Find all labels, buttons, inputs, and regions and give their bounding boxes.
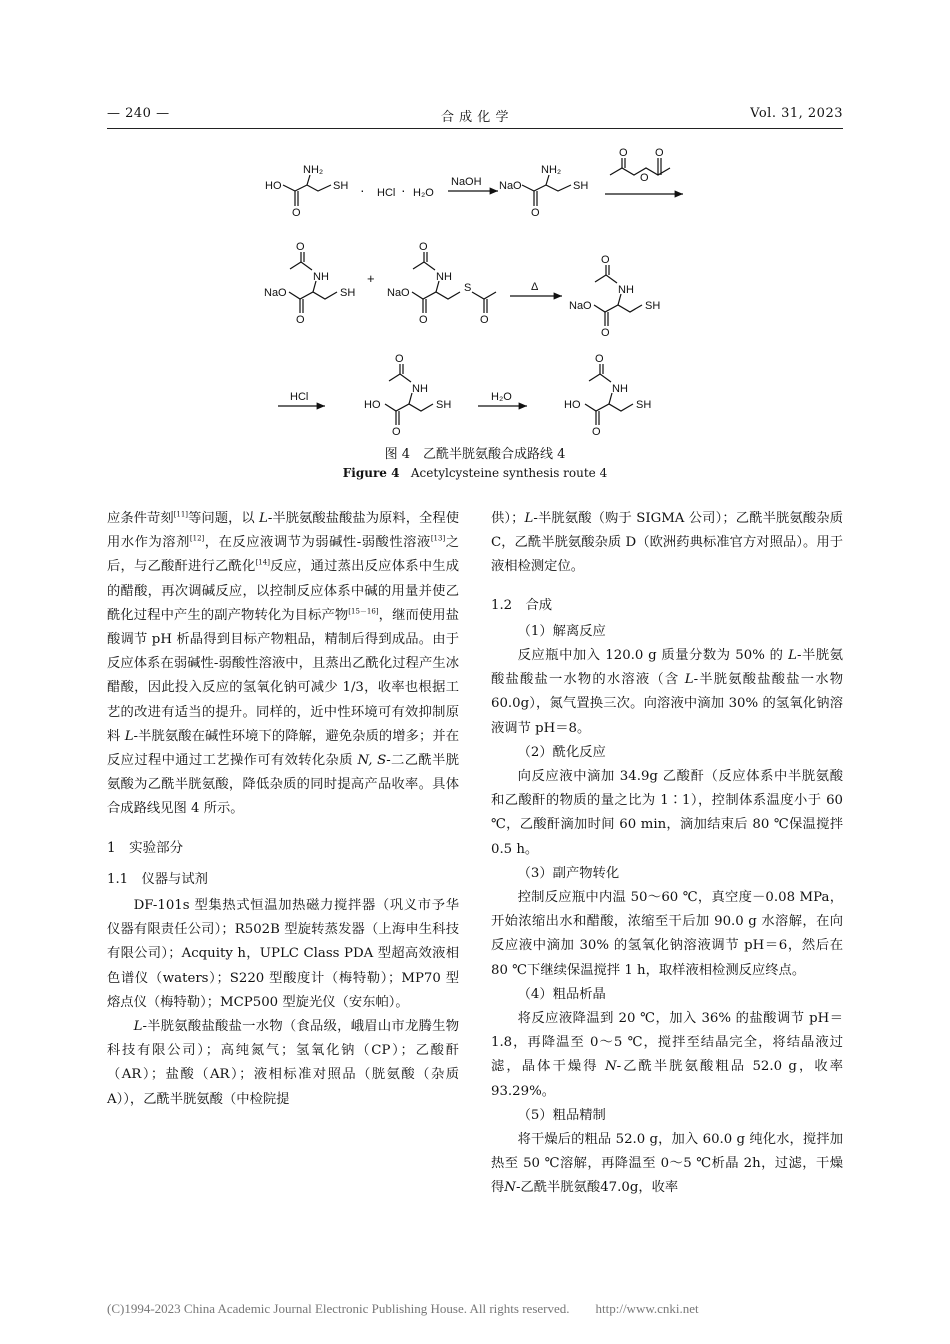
right-column [491, 507, 843, 1201]
svg-text:SH: SH [340, 287, 356, 299]
svg-text:SH: SH [573, 180, 589, 192]
svg-text:NH: NH [313, 271, 329, 283]
svg-text:HO: HO [364, 399, 381, 411]
svg-text:O: O [619, 147, 628, 159]
svg-text:NaO: NaO [499, 180, 522, 192]
reagent-hcl: HCl [290, 391, 309, 403]
journal-title: 合 成 化 学 [441, 110, 509, 125]
left-column [107, 507, 459, 1112]
reagents-paragraph: L-半胱氨酸盐酸盐一水物（食品级，峨眉山市龙腾生物科技有限公司）；高纯氮气；氢氧化钠（CP）；乙酸酐（AR）；盐酸（AR）；液相标准对照品（胱氨酸（杂质 A）），乙酰半胱氨酸（中检院提 [107, 1019, 459, 1107]
svg-text:O: O [392, 426, 401, 438]
reagent-heat: Δ [531, 281, 539, 293]
svg-text:NH: NH [436, 271, 452, 283]
svg-text:·: · [401, 182, 406, 198]
svg-text:NH: NH [618, 284, 634, 296]
copyright-footer: (C)1994-2023 China Academic Journal Electronic Publishing House. All rights reserved. http://www.cnki.net [107, 1301, 699, 1316]
step-2-heading: （2）酰化反应 [517, 744, 606, 760]
svg-text:O: O [292, 207, 301, 219]
svg-text:O: O [595, 353, 604, 365]
instruments-paragraph: DF-101s 型集热式恒温加热磁力搅拌器（巩义市予华仪器有限责任公司）；R502B 型旋转蒸发器（上海申生科技有限公司）；Acquity h，UPLC Class PDA 型超高效液相色谱仪（waters）；S220 型酸度计（梅特勒）；MP70 型熔点仪（梅特勒）；MCP500 型旋光仪（安东帕）。 [107, 898, 459, 1010]
reagent-water: H₂O [491, 391, 512, 403]
svg-text:NaO: NaO [387, 287, 410, 299]
svg-text:NH: NH [612, 383, 628, 395]
step-1-text: 反应瓶中加入 120.0 g 质量分数为 50% 的 L-半胱氨酸盐酸盐一水物的水溶液（含 L-半胱氨酸盐酸盐一水物 60.0g），氮气置换三次。向溶液中滴加 30% 的氢氧化钠溶液调节 pH＝8。 [491, 648, 843, 736]
svg-text:O: O [419, 314, 428, 326]
figure-caption-cn: 图 4 乙酰半胱氨酸合成路线 4 [384, 447, 566, 462]
svg-text:O: O [419, 241, 428, 253]
step-5-text: 将干燥后的粗品 52.0 g，加入 60.0 g 纯化水，搅拌加热至 50 ℃溶解，再降温至 0～5 ℃析晶 2h，过滤，干燥得N-乙酰半胱氨酸47.0g，收率 [491, 1132, 843, 1196]
step-1-heading: （1）解离反应 [517, 623, 606, 639]
svg-text:O: O [640, 172, 649, 184]
section-1-1-heading: 1.1 仪器与试剂 [107, 871, 208, 887]
svg-text:O: O [531, 207, 540, 219]
svg-text:+: + [367, 271, 375, 286]
step-5-heading: （5）粗品精制 [517, 1107, 606, 1123]
step-4-text: 将反应液降温到 20 ℃，加入 36% 的盐酸调节 pH＝1.8，再降温至 0～5 ℃，搅拌至结晶完全，将结晶液过滤，晶体干燥得 N-乙酰半胱氨酸粗品 52.0 g，收率 93.29%。 [491, 1011, 843, 1099]
svg-text:O: O [395, 353, 404, 365]
svg-text:SH: SH [436, 399, 452, 411]
step-3-heading: （3）副产物转化 [517, 865, 620, 881]
svg-text:O: O [601, 254, 610, 266]
synthesis-scheme [0, 0, 950, 440]
svg-text:O: O [592, 426, 601, 438]
volume-year: Vol. 31, 2023 [750, 106, 843, 121]
step-2-text: 向反应液中滴加 34.9g 乙酸酐（反应体系中半胱氨酸和乙酸酐的物质的量之比为 1∶1），控制体系温度小于 60 ℃，乙酸酐滴加时间 60 min，滴加结束后 80 ℃保温搅拌 0.5 h。 [491, 769, 843, 857]
svg-text:NH: NH [412, 383, 428, 395]
svg-text:·: · [360, 182, 365, 198]
svg-text:HO: HO [564, 399, 581, 411]
svg-text:O: O [296, 314, 305, 326]
svg-text:H₂O: H₂O [413, 187, 434, 199]
reagents-continued: 供）；L-半胱氨酸（购于 SIGMA 公司）；乙酰半胱氨酸杂质 C，乙酰半胱氨酸杂质 D（欧洲药典标准官方对照品）。用于液相检测定位。 [491, 511, 843, 575]
svg-text:NaO: NaO [569, 300, 592, 312]
intro-paragraph: 应条件苛刻[11]等问题，以 L-半胱氨酸盐酸盐为原料，全程使用水作为溶剂[12]，在反应液调节为弱碱性-弱酸性溶液[13]之后，与乙酸酐进行乙酰化[14]反应，通过蒸出反应体系中生成的醋酸，再次调碱反应，以控制反应体系中碱的用量并使乙酰化过程中产生的副产物转化为目标产物[15－16]，继而使用盐酸调节 pH 析晶得到目标产物粗品，精制后得到成品。由于反应体系在弱碱性-弱酸性溶液中，且蒸出乙酰化过程产生冰醋酸，因此投入反应的氢氧化钠可减少 1/3，收率也根据工艺的改进有适当的提升。同样的，近中性环境可有效抑制原料 L-半胱氨酸在碱性环境下的降解，避免杂质的增多；并在反应过程中通过工艺操作可有效转化杂质 N, S-二乙酰半胱氨酸为乙酰半胱氨酸，降低杂质的同时提高产品收率。具体合成路线见图 4 所示。 [107, 510, 460, 817]
svg-text:O: O [601, 327, 610, 339]
svg-text:O: O [296, 241, 305, 253]
figure-caption-en: Figure 4 Acetylcysteine synthesis route 4 [342, 466, 608, 480]
svg-text:HCl: HCl [377, 187, 396, 199]
section-1-heading: 1 实验部分 [107, 839, 184, 856]
svg-text:SH: SH [636, 399, 652, 411]
svg-text:O: O [655, 147, 664, 159]
svg-text:NH₂: NH₂ [541, 164, 562, 176]
page-number: — 240 — [107, 106, 170, 121]
svg-text:O: O [480, 314, 489, 326]
svg-text:NaO: NaO [264, 287, 287, 299]
reagent-naoh: NaOH [451, 176, 482, 188]
svg-text:SH: SH [333, 180, 349, 192]
svg-text:SH: SH [645, 300, 661, 312]
svg-text:S: S [464, 282, 472, 294]
svg-text:NH₂: NH₂ [303, 164, 324, 176]
svg-text:HO: HO [265, 180, 282, 192]
step-3-text: 控制反应瓶中内温 50～60 ℃，真空度－0.08 MPa，开始浓缩出水和醋酸，浓缩至干后加 90.0 g 水溶解，在向反应液中滴加 30% 的氢氧化钠溶液调节 pH＝6，然后在 80 ℃下继续保温搅拌 1 h，取样液相检测反应终点。 [491, 890, 843, 978]
step-4-heading: （4）粗品析晶 [517, 986, 606, 1002]
section-1-2-heading: 1.2 合成 [491, 597, 553, 613]
